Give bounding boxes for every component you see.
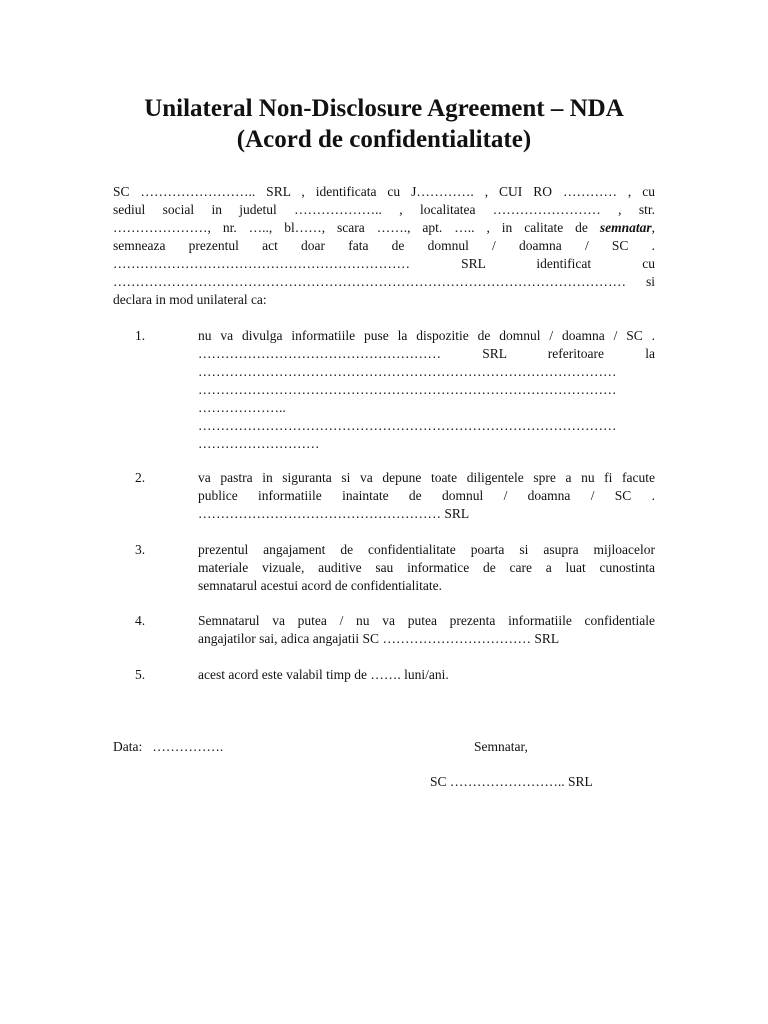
intro-paragraph [113, 183, 655, 309]
item-line: ……………….. [198, 400, 286, 415]
intro-line: sediul social in judetul ……………….. , localitatea …………………… , str. [113, 202, 655, 217]
date-label: Data: [113, 739, 143, 754]
item-line: va pastra in siguranta si va depune toate diligentele spre a nu fi facute [198, 470, 655, 485]
list-item-number: 5. [135, 667, 146, 682]
semnatar-emphasis: semnatar [599, 220, 652, 235]
signatory-company: SC …………………….. SRL [430, 774, 593, 789]
list-item-text [198, 666, 655, 684]
list-item-text [198, 541, 655, 595]
item-line: publice informatiile inaintate de domnul / doamna / SC . [198, 488, 655, 503]
list-item-number: 2. [135, 470, 146, 485]
item-line: semnatarul acestui acord de confidentialitate. [198, 578, 443, 593]
item-line: ………………………………………………………………………………… [198, 418, 617, 433]
item-line: ………………………………………………………………………………… [198, 382, 617, 397]
document-title: Unilateral Non-Disclosure Agreement – NDA [144, 95, 624, 122]
item-line: ……………………… [198, 436, 320, 451]
list-item-number: 4. [135, 613, 146, 628]
item-line: materiale vizuale, auditive sau informatice de care a luat cunostinta [198, 560, 655, 575]
item-line: ………………………………………………………………………………… [198, 364, 617, 379]
item-line: ……………………………………………… SRL [198, 506, 470, 521]
item-line: angajatilor sai, adica angajatii SC …………………………… SRL [198, 631, 560, 646]
intro-line: declara in mod unilateral ca: [113, 292, 267, 307]
list-item-text [198, 469, 655, 523]
intro-text: , [651, 220, 655, 235]
document-subtitle: (Acord de confidentialitate) [236, 126, 532, 153]
date-value: ……………. [152, 739, 224, 754]
intro-line: semneaza prezentul act doar fata de domnul / doamna / SC . [113, 238, 655, 253]
item-line: acest acord este valabil timp de ……. luni/ani. [198, 667, 449, 682]
list-item-text [198, 612, 655, 648]
list-item-number: 1. [135, 328, 146, 343]
intro-line [113, 219, 655, 237]
signatory-label: Semnatar, [474, 739, 528, 754]
intro-text: …………………, nr. ….., bl……, scara ……., apt. ….. , in calitate de [113, 220, 600, 235]
item-line: ……………………………………………… SRL referitoare la [198, 346, 655, 361]
date-field [113, 738, 223, 756]
list-item-text [198, 327, 655, 453]
list-item-number: 3. [135, 542, 146, 557]
item-line: Semnatarul va putea / nu va putea prezenta informatiile confidentiale [198, 613, 655, 628]
item-line: nu va divulga informatiile puse la dispozitie de domnul / doamna / SC . [198, 328, 655, 343]
intro-line: SC …………………….. SRL , identificata cu J…………. , CUI RO ………… , cu [113, 184, 655, 199]
intro-line: ………………………………………………………… SRL identificat cu [113, 256, 655, 271]
intro-line: …………………………………………………………………………………………………… si [113, 274, 655, 289]
item-line: prezentul angajament de confidentialitate poarta si asupra mijloacelor [198, 542, 655, 557]
